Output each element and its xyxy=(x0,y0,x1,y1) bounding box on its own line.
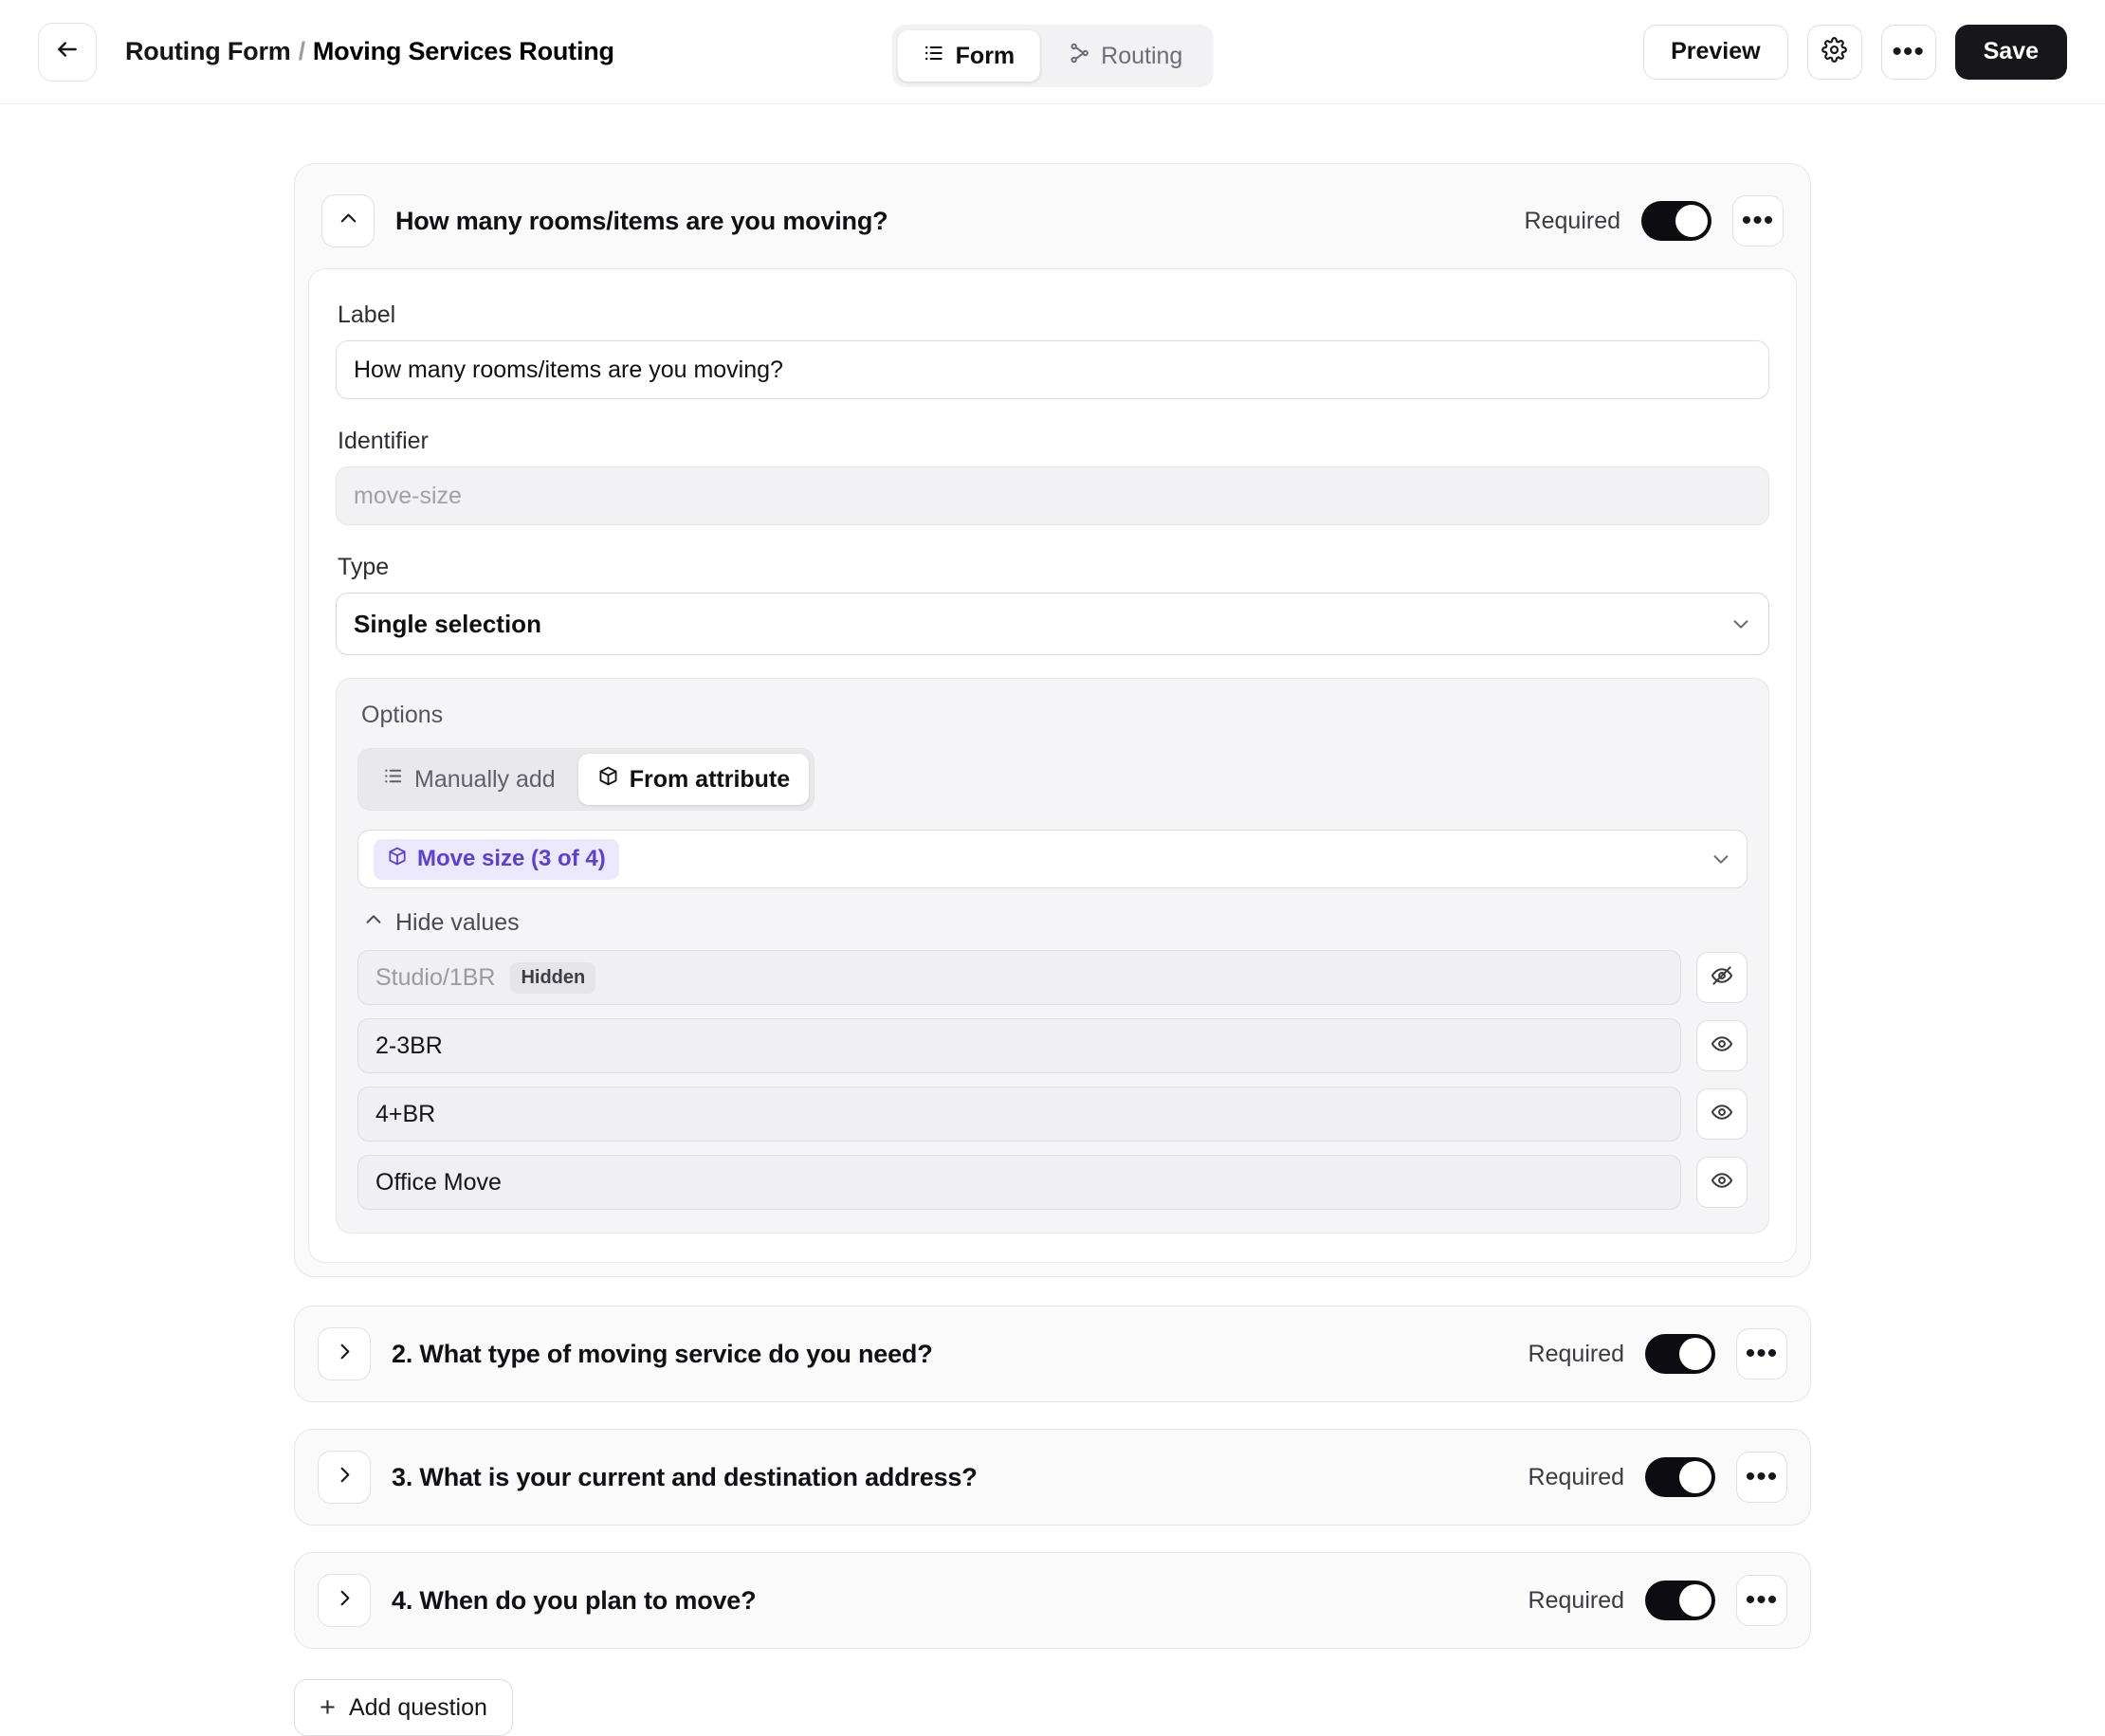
view-switcher xyxy=(892,25,1214,87)
toggle-knob xyxy=(1675,205,1708,237)
breadcrumb xyxy=(125,37,614,66)
breadcrumb-parent[interactable]: Routing Form xyxy=(125,37,291,65)
option-value-row xyxy=(357,1155,1748,1210)
question-editor xyxy=(308,268,1797,1263)
option-value-input[interactable] xyxy=(357,950,1681,1005)
chevron-right-icon xyxy=(334,1464,356,1490)
option-value-row xyxy=(357,1018,1748,1073)
attribute-chip-label: Move size (3 of 4) xyxy=(417,846,606,871)
question-more-button[interactable] xyxy=(1736,1575,1787,1626)
list-icon xyxy=(923,42,945,71)
attribute-chip xyxy=(374,839,619,880)
options-source-switcher xyxy=(357,748,815,811)
question-row-3[interactable] xyxy=(294,1429,1811,1526)
chevron-right-icon xyxy=(334,1587,356,1614)
list-icon xyxy=(382,765,404,794)
chevron-down-icon xyxy=(1730,613,1751,634)
more-options-button[interactable] xyxy=(1881,25,1936,80)
hidden-badge: Hidden xyxy=(510,962,595,994)
required-toggle[interactable] xyxy=(1645,1457,1715,1497)
required-label: Required xyxy=(1528,1463,1624,1490)
option-value-row xyxy=(357,1087,1748,1142)
question-more-button[interactable] xyxy=(1736,1328,1787,1380)
required-toggle[interactable] xyxy=(1645,1581,1715,1620)
eye-icon xyxy=(1710,1100,1734,1129)
toggle-knob xyxy=(1679,1461,1711,1493)
question-row-2[interactable] xyxy=(294,1306,1811,1402)
tab-form-label: Form xyxy=(955,42,1016,69)
option-visibility-toggle[interactable] xyxy=(1696,952,1748,1003)
question-row-actions xyxy=(1528,1452,1787,1503)
identifier-input[interactable] xyxy=(336,466,1769,525)
question-row-actions xyxy=(1528,1575,1787,1626)
ellipsis-icon: ••• xyxy=(1745,1461,1779,1492)
option-value-text: Office Move xyxy=(375,1168,502,1196)
option-value-row xyxy=(357,950,1748,1005)
top-bar-actions xyxy=(1643,25,2067,80)
question-title: 4. When do you plan to move? xyxy=(392,1585,757,1615)
attribute-select[interactable] xyxy=(357,830,1748,888)
options-title: Options xyxy=(361,702,444,728)
plus-icon: + xyxy=(320,1691,336,1723)
question-more-button[interactable] xyxy=(1732,195,1784,247)
required-toggle[interactable] xyxy=(1645,1334,1715,1374)
top-bar xyxy=(0,0,2105,104)
options-panel xyxy=(336,678,1769,1233)
ellipsis-icon: ••• xyxy=(1741,205,1775,236)
ellipsis-icon: ••• xyxy=(1745,1584,1779,1616)
branch-icon xyxy=(1068,42,1090,71)
preview-button[interactable]: Preview xyxy=(1643,25,1788,80)
eye-icon xyxy=(1710,1168,1734,1197)
tab-routing[interactable] xyxy=(1043,30,1207,82)
option-value-text: 4+BR xyxy=(375,1100,436,1127)
question-header-actions xyxy=(1525,195,1784,247)
tab-form[interactable] xyxy=(898,30,1040,82)
toggle-knob xyxy=(1679,1584,1711,1617)
type-field-label: Type xyxy=(338,554,390,580)
question-row-actions xyxy=(1528,1328,1787,1380)
options-source-attribute-label: From attribute xyxy=(629,765,791,793)
option-value-input[interactable] xyxy=(357,1087,1681,1142)
option-visibility-toggle[interactable] xyxy=(1696,1157,1748,1208)
question-title: How many rooms/items are you moving? xyxy=(395,206,888,235)
expand-question-button[interactable] xyxy=(318,1574,371,1627)
option-visibility-toggle[interactable] xyxy=(1696,1020,1748,1071)
gear-icon xyxy=(1821,37,1847,67)
identifier-field-label: Identifier xyxy=(338,428,429,454)
required-label: Required xyxy=(1528,1586,1624,1614)
add-question-label: Add question xyxy=(348,1693,487,1721)
option-value-text: Studio/1BR xyxy=(375,963,496,991)
question-card-expanded xyxy=(294,163,1811,1277)
arrow-left-icon xyxy=(55,37,80,66)
label-input[interactable] xyxy=(336,340,1769,399)
required-label: Required xyxy=(1528,1340,1624,1367)
breadcrumb-separator: / xyxy=(298,37,305,65)
chevron-up-icon xyxy=(338,208,359,234)
ellipsis-icon: ••• xyxy=(1745,1338,1779,1369)
cube-icon xyxy=(387,846,408,873)
label-field-label: Label xyxy=(338,302,396,328)
chevron-down-icon xyxy=(1711,849,1731,869)
eye-off-icon xyxy=(1710,963,1734,993)
options-source-attribute[interactable] xyxy=(578,754,809,805)
option-visibility-toggle[interactable] xyxy=(1696,1088,1748,1140)
add-question-button[interactable] xyxy=(294,1679,513,1736)
collapse-question-button[interactable] xyxy=(321,194,375,247)
settings-button[interactable] xyxy=(1807,25,1862,80)
type-select-wrap xyxy=(336,593,1769,655)
options-source-manual-label: Manually add xyxy=(414,765,556,793)
option-value-text: 2-3BR xyxy=(375,1032,443,1059)
cube-icon xyxy=(597,765,619,794)
option-value-input[interactable] xyxy=(357,1155,1681,1210)
question-more-button[interactable] xyxy=(1736,1452,1787,1503)
required-label: Required xyxy=(1524,207,1620,234)
form-canvas xyxy=(294,163,1811,1736)
toggle-values-button[interactable] xyxy=(363,909,520,937)
tab-routing-label: Routing xyxy=(1101,42,1183,69)
options-source-manual[interactable] xyxy=(363,754,575,805)
question-title: 3. What is your current and destination address? xyxy=(392,1462,978,1491)
question-title: 2. What type of moving service do you need? xyxy=(392,1339,933,1368)
ellipsis-icon: ••• xyxy=(1892,35,1925,67)
breadcrumb-current: Moving Services Routing xyxy=(312,37,614,65)
chevron-up-icon xyxy=(363,909,384,937)
expand-question-button[interactable] xyxy=(318,1451,371,1504)
expand-question-button[interactable] xyxy=(318,1327,371,1380)
save-button[interactable]: Save xyxy=(1955,25,2067,80)
option-value-input[interactable] xyxy=(357,1018,1681,1073)
required-toggle[interactable] xyxy=(1641,201,1711,241)
question-row-4[interactable] xyxy=(294,1552,1811,1649)
back-button[interactable] xyxy=(38,23,97,82)
toggle-values-label: Hide values xyxy=(395,909,520,936)
chevron-right-icon xyxy=(334,1341,356,1367)
page-body xyxy=(0,104,2105,1736)
type-select[interactable] xyxy=(336,593,1769,655)
toggle-knob xyxy=(1679,1338,1711,1370)
eye-icon xyxy=(1710,1032,1734,1061)
type-select-value: Single selection xyxy=(354,609,541,638)
question-header xyxy=(308,177,1797,268)
